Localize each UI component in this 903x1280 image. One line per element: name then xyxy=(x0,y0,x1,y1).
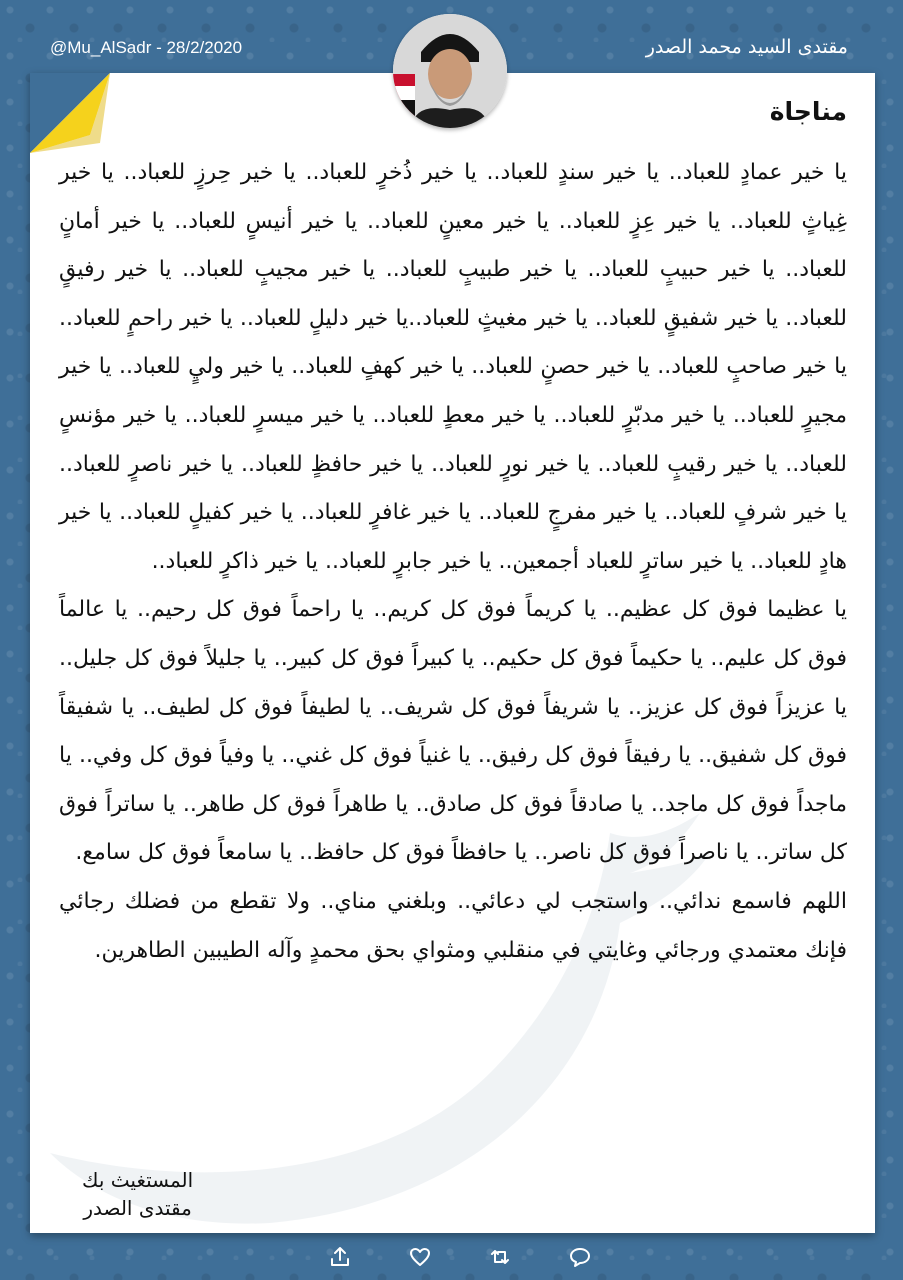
folded-corner-icon xyxy=(30,73,110,153)
paragraph-attributes: يا عظيما فوق كل عظيم.. يا كريماً فوق كل كريم.. يا راحماً فوق كل رحيم.. يا عالماً فوق كل عليم.. يا حكيماً فوق كل حكيم.. يا كبيراً فوق كل كبير.. يا جليلاً فوق كل جليل.. يا عزيزاً فوق كل عزيز.. يا شريفاً فوق كل شريف.. يا لطيفاً فوق كل لطيف.. يا شفيقاً فوق كل شفيق.. يا رفيقاً فوق كل رفيق.. يا غنياً فوق كل غني.. يا وفياً فوق كل وفي.. يا ماجداً فوق كل ماجد.. يا صادقاً فوق كل صادق.. يا طاهراً فوق كل طاهر.. يا ساتراً فوق كل ساتر.. يا ناصراً فوق كل ناصر.. يا حافظاً فوق كل حافظ.. يا سامعاً فوق كل سامع. xyxy=(59,597,847,866)
avatar[interactable] xyxy=(393,14,507,128)
paragraph-invocations: يا خير عمادٍ للعباد.. يا خير سندٍ للعباد.. يا خير ذُخرٍ للعباد.. يا خير حِرزٍ للعباد.. يا خير غِياثٍ للعباد.. يا خير عِزٍ للعباد.. يا خير معينٍ للعباد.. يا خير أنيسٍ للعباد.. يا خير أمانٍ للعباد.. يا خير حبيبٍ للعباد.. يا خير طبيبٍ للعباد.. يا خير مجيبٍ للعباد.. يا خير رفيقٍ للعباد.. يا خير شفيقٍ للعباد.. يا خير مغيثٍ للعباد..يا خير دليلٍ للعباد.. يا خير راحمٍ للعباد.. يا خير صاحبٍ للعباد.. يا خير حصنٍ للعباد.. يا خير كهفٍ للعباد.. يا خير وليٍ للعباد.. يا خير مجيرٍ للعباد.. يا خير مدبّرٍ للعباد.. يا خير معطٍ للعباد.. يا خير ميسرٍ للعباد.. يا خير مؤنسٍ للعباد.. يا خير رقيبٍ للعباد.. يا خير نورٍ للعباد.. يا خير حافظٍ للعباد.. يا خير ناصرٍ للعباد.. يا خير شرفٍ للعباد.. يا خير مفرجٍ للعباد.. يا خير غافرٍ للعباد.. يا خير كفيلٍ للعباد.. يا خير هادٍ للعباد.. يا خير ساترٍ للعباد أجمعين.. يا خير جابرٍ للعباد.. يا خير ذاكرٍ للعباد.. xyxy=(59,160,847,574)
retweet-button[interactable] xyxy=(460,1242,540,1272)
reply-icon xyxy=(568,1245,592,1269)
reply-button[interactable] xyxy=(540,1242,620,1272)
handle-and-date[interactable]: @Mu_AlSadr - 28/2/2020 xyxy=(50,38,243,57)
retweet-icon xyxy=(488,1245,512,1269)
post-title: مناجاة xyxy=(769,97,847,126)
signature-line-2: مقتدى الصدر xyxy=(83,1196,192,1220)
paragraph-supplication: اللهم فاسمع ندائي.. واستجب لي دعائي.. وبلغني مناي.. ولا تقطع من فضلك رجائي فإنك معتمدي ورجائي وغايتي في منقلبي ومثواي بحق محمدٍ وآله الطيبين الطاهرين. xyxy=(59,888,847,963)
avatar-portrait-icon xyxy=(393,14,507,128)
signature-line-1: المستغيث بك xyxy=(82,1168,194,1192)
signature xyxy=(82,1166,193,1222)
letter-paper xyxy=(30,73,875,1233)
post-body xyxy=(59,149,847,975)
heart-icon xyxy=(408,1245,432,1269)
author-name[interactable]: مقتدى السيد محمد الصدر xyxy=(645,36,848,58)
share-button[interactable] xyxy=(300,1242,380,1272)
like-button[interactable] xyxy=(380,1242,460,1272)
tweet-actions-bar xyxy=(300,1242,620,1272)
share-icon xyxy=(328,1245,352,1269)
